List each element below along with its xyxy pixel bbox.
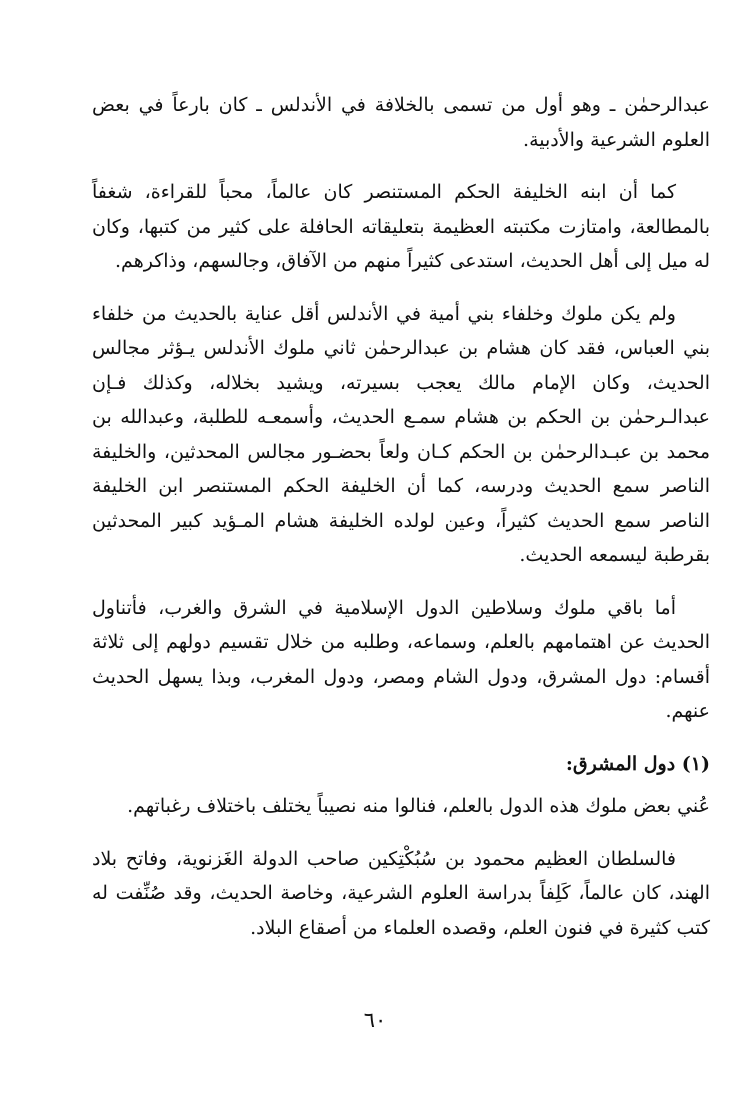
section-heading: (١) دول المشرق: xyxy=(565,752,710,775)
paragraph-5: عُني بعض ملوك هذه الدول بالعلم، فنالوا منه نصيباً يختلف باختلاف رغباتهم. xyxy=(127,795,710,817)
paragraph-2: كما أن ابنه الخليفة الحكم المستنصر كان عالماً، محباً للقراءة، شغفاً بالمطالعة، وامتازت مكتبته العظيمة بتعليقاته الحافلة على كثير من كتبها، وكان له ميل إلى أهل الحديث، استدعى كثيراً منهم من الآفاق، وجالسهم، وذاكرهم. xyxy=(92,181,710,272)
page-body xyxy=(92,88,710,963)
paragraph-1: عبدالرحمٰن ـ وهو أول من تسمى بالخلافة في الأندلس ـ كان بارعاً في بعض العلوم الشرعية والأدبية. xyxy=(92,94,710,151)
page-number: ٦٠ xyxy=(363,1008,387,1032)
paragraph-4: أما باقي ملوك وسلاطين الدول الإسلامية في الشرق والغرب، فأتناول الحديث عن اهتمامهم بالعلم، وسماعه، وطلبه من خلال تقسيم دولهم إلى ثلاثة أقسام: دول المشرق، ودول الشام ومصر، ودول المغرب، وبذا يسهل الحديث عنهم. xyxy=(92,596,710,722)
paragraph-3: ولم يكن ملوك وخلفاء بني أمية في الأندلس أقل عناية بالحديث من خلفاء بني العباس، فقد كان هشام بن عبدالرحمٰن ثاني ملوك الأندلس يـؤثر مجالس الحديث، وكان الإمام مالك يعجب بسيرته، ويشيد بخلاله، وكذلك فـإن عبدالـرحمٰن بن الحكم بن هشام سمـع الحديث، وأسمعـه للطلبة، وعبدالله بن محمد بن عبـدالرحمٰن بن الحكم كـان ولعاً بحضـور مجالس المحدثين، والخليفة الناصر سمع الحديث ودرسه، كما أن الخليفة الحكم المستنصر ابن الخليفة الناصر سمع الحديث كثيراً، وعين لولده الخليفة هشام المـؤيد كبير المحدثين بقرطبة ليسمعه الحديث. xyxy=(92,302,710,566)
paragraph-6: فالسلطان العظيم محمود بن سُبُكْتِكين صاحب الدولة الغَزنوية، وفاتح بلاد الهند، كان عالماً، كَلِفاً بدراسة العلوم الشرعية، وخاصة الحديث، وقد صُنِّفت له كتب كثيرة في فنون العلم، وقصده العلماء من أصقاع البلاد. xyxy=(92,847,710,939)
